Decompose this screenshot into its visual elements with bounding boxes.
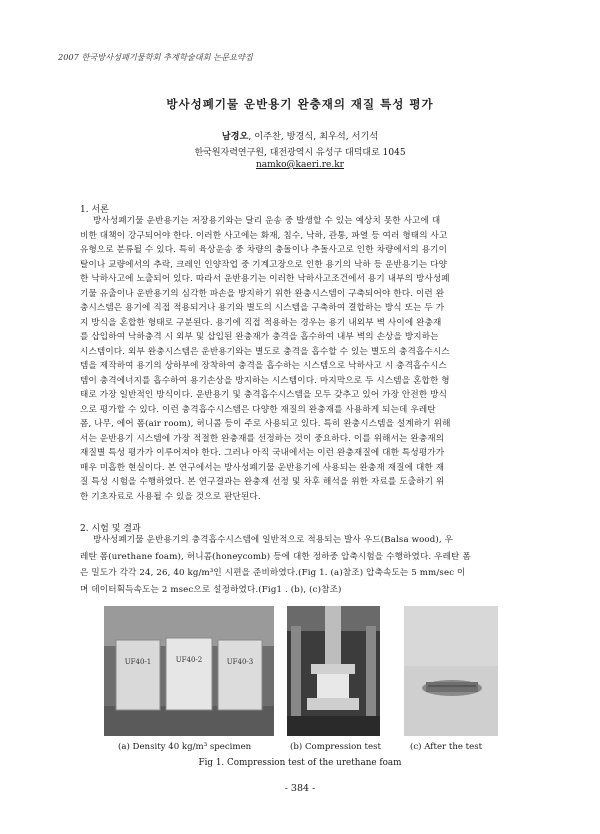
text-line: 폼, 나무, 에어 폼(air room), 허니콤 등이 주로 사용되고 있다. 특히 완충시스템을 설계하기 위해 (80, 419, 451, 429)
text-line: 한 낙하사고에 노출되어 있다. 따라서 운반용기는 이러한 낙하사고조건에서 용기 내부의 방사성폐 (80, 274, 450, 284)
text-line: 한 기초자료로 사용될 수 있을 것으로 판단된다. (80, 491, 261, 502)
text-line: 탈이나 교량에서의 추락, 크레인 인양작업 중 기계고장으로 인한 용기의 낙하 등 운반용기는 다양 (80, 259, 448, 270)
section-1-title: 1. 서론 (80, 205, 109, 215)
text-line: 비한 대책이 강구되어야 한다. 이러한 사고에는 화재, 침수, 낙하, 관통, 파열 등 여러 형태의 사고 (80, 230, 448, 241)
lead-author: 남경오 (221, 131, 249, 142)
caption-c: (c) After the test (410, 742, 483, 752)
text-line: 유형으로 분류될 수 있다. 특히 육상운송 중 차량의 충돌이나 추돌사고로 인한 차량에서의 용기이 (80, 245, 448, 255)
specimen-label-1: UF40-1 (124, 658, 152, 666)
affiliation: 한국원자력연구원, 대전광역시 유성구 대덕대로 1045 (194, 148, 406, 158)
text-line: 재질별 특성 평가가 이루어져야 한다. 그러나 아직 국내에서는 이런 완충재질에 대한 특성평가가 (80, 448, 445, 458)
text-line: 며 데이터획득속도는 2 msec으로 설정하였다.(Fig1 . (b), (c)참조) (80, 584, 342, 595)
section-2-title: 2. 시험 및 결과 (80, 524, 141, 534)
text-line: 충시스템은 용기에 직접 적용되거나 용기와 별도의 시스템을 구축하여 결합하는 방식 또는 두 가 (80, 303, 445, 313)
text-line: 으로 평가할 수 있다. 이런 충격흡수시스템은 다양한 재질의 완충재를 사용하게 되는데 우레탄 (80, 404, 436, 415)
text-line: 시스템이다. 외부 완충시스템은 운반용기와는 별도로 충격을 흡수할 수 있는 별도의 충격흡수시스 (80, 346, 450, 357)
text-line: 템이 충격에너지를 흡수하여 용기손상을 방지하는 시스템이다. 마지막으로 두 시스템을 혼합한 형 (80, 375, 450, 386)
text-line: 지 방식을 혼합한 형태로 구분된다. 용기에 직접 적용하는 경우는 용기 내외부 벽 사이에 완충재 (80, 317, 442, 328)
text-line: 방사성폐기물 운반용기의 충격흡수시스템에 일반적으로 적용되는 발사 우드(Balsa wood), 우 (93, 535, 454, 545)
text-line: 를 삽입하여 낙하충격 시 외부 및 삽입된 완충재가 충격을 흡수하여 내부 벽의 손상을 방지하는 (80, 332, 439, 342)
figure-b-photo (287, 606, 380, 736)
text-line: 레탄 폼(urethane foam), 허니콤(honeycomb) 등에 대한 정하중 압축시험을 수행하였다. 우레탄 폼 (80, 551, 471, 562)
authors (0, 128, 600, 142)
text-line: 서는 운반용기 시스템에 가장 적절한 완충재를 선정하는 것이 중요하다. 이를 위해서는 완충재의 (80, 433, 445, 444)
figure-caption: Fig 1. Compression test of the urethane foam (198, 758, 402, 768)
text-line: 태로 가장 일반적인 방식이다. 운반용기 및 충격흡수시스템을 모두 갖추고 있어 가장 안전한 방식 (80, 390, 448, 400)
specimen-label-2: UF40-2 (175, 656, 203, 664)
figure-a-photo (104, 606, 274, 736)
conference-header: 2007 한국방사성폐기물학회 추계학술대회 논문요약집 (58, 52, 253, 62)
paper-title: 방사성폐기물 운반용기 완충재의 재질 특성 평가 (166, 97, 434, 111)
text-line: 기물 유출이나 운반용기의 심각한 파손을 방지하기 위한 완충시스템이 구축되어야 한다. 이런 완 (80, 288, 445, 299)
specimen-label-3: UF40-3 (226, 658, 254, 666)
text-line: 은 밀도가 각각 24, 26, 40 kg/m³인 시편을 준비하였다.(Fig 1. (a)참조) 압축속도는 5 mm/sec 이 (80, 568, 466, 578)
text-line: 매우 미흡한 현실이다. 본 연구에서는 방사성폐기물 운반용기에 사용되는 완충재 재질에 대한 재 (80, 462, 445, 473)
text-line: 템을 제작하여 용기의 상하부에 장착하여 충격을 흡수하는 시스템으로 낙하사고 시 충격흡수시스 (80, 361, 447, 371)
email-link[interactable]: namko@kaeri.re.kr (255, 160, 344, 170)
text-line: 질 특성 시험을 수행하였다. 본 연구결과는 완충재 선정 및 차후 해석을 위한 자료를 도출하기 위 (80, 477, 445, 487)
caption-b: (b) Compression test (290, 742, 381, 752)
co-authors: , 이주찬, 방경식, 최우석, 서기석 (248, 131, 379, 142)
text-line: 방사성폐기물 운반용기는 저장용기와는 달리 운송 중 발생할 수 있는 예상치 못한 사고에 대 (93, 216, 441, 226)
page-number: - 384 - (284, 783, 316, 794)
figure-c-photo (404, 606, 498, 736)
caption-a: (a) Density 40 kg/m³ specimen (118, 742, 252, 752)
